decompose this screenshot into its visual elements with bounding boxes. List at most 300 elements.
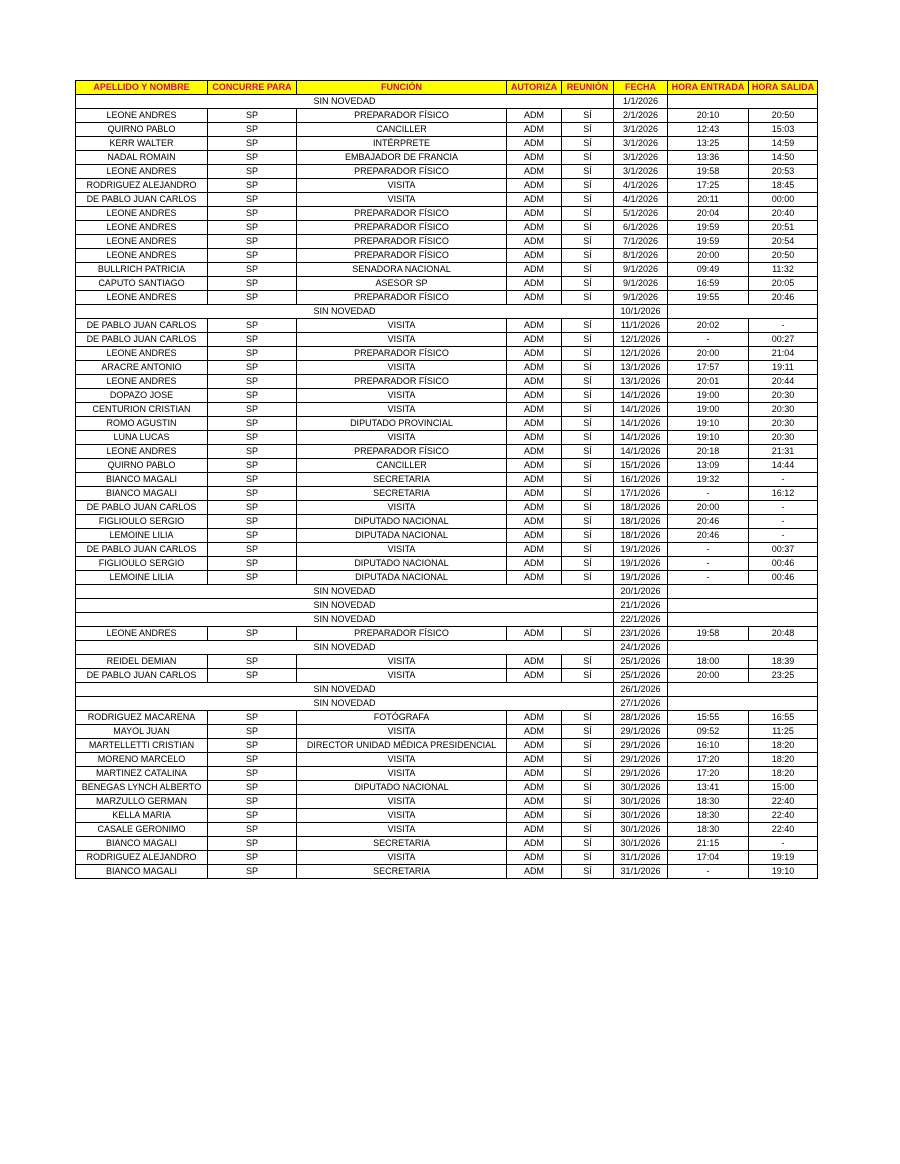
cell-hora-entrada: 13:41 <box>668 781 749 795</box>
cell-hora-entrada: 20:00 <box>668 501 749 515</box>
cell-apellido-y-nombre: MARZULLO GERMAN <box>76 795 208 809</box>
cell-sin-novedad: SIN NOVEDAD <box>76 599 614 613</box>
cell-reunion: SÍ <box>562 221 614 235</box>
table-row <box>76 389 818 403</box>
cell-fecha: 26/1/2026 <box>614 683 668 697</box>
cell-concurre-para: SP <box>208 137 297 151</box>
cell-hora-salida: 22:40 <box>749 809 818 823</box>
cell-fecha: 14/1/2026 <box>614 431 668 445</box>
cell-apellido-y-nombre: RODRIGUEZ MACARENA <box>76 711 208 725</box>
cell-funcion: PREPARADOR FÍSICO <box>297 165 507 179</box>
cell-hora-entrada: - <box>668 865 749 879</box>
cell-hora-salida: 20:48 <box>749 627 818 641</box>
cell-funcion: VISITA <box>297 361 507 375</box>
cell-empty <box>668 641 818 655</box>
cell-reunion: SÍ <box>562 375 614 389</box>
table-row <box>76 557 818 571</box>
cell-concurre-para: SP <box>208 487 297 501</box>
cell-funcion: DIPUTADA NACIONAL <box>297 529 507 543</box>
cell-concurre-para: SP <box>208 263 297 277</box>
cell-concurre-para: SP <box>208 823 297 837</box>
cell-hora-entrada: 16:10 <box>668 739 749 753</box>
cell-reunion: SÍ <box>562 207 614 221</box>
cell-concurre-para: SP <box>208 193 297 207</box>
cell-concurre-para: SP <box>208 459 297 473</box>
table-row <box>76 823 818 837</box>
cell-autoriza: ADM <box>507 445 562 459</box>
table-row <box>76 627 818 641</box>
cell-reunion: SÍ <box>562 277 614 291</box>
cell-sin-novedad: SIN NOVEDAD <box>76 697 614 711</box>
cell-fecha: 3/1/2026 <box>614 151 668 165</box>
table-row <box>76 375 818 389</box>
cell-apellido-y-nombre: CAPUTO SANTIAGO <box>76 277 208 291</box>
cell-fecha: 9/1/2026 <box>614 277 668 291</box>
cell-autoriza: ADM <box>507 375 562 389</box>
cell-funcion: VISITA <box>297 193 507 207</box>
cell-fecha: 30/1/2026 <box>614 781 668 795</box>
cell-autoriza: ADM <box>507 725 562 739</box>
cell-apellido-y-nombre: LEONE ANDRES <box>76 109 208 123</box>
table-row <box>76 543 818 557</box>
cell-concurre-para: SP <box>208 571 297 585</box>
cell-hora-salida: 15:03 <box>749 123 818 137</box>
cell-hora-salida: - <box>749 319 818 333</box>
table-row <box>76 655 818 669</box>
cell-fecha: 9/1/2026 <box>614 263 668 277</box>
cell-hora-salida: 20:50 <box>749 249 818 263</box>
cell-concurre-para: SP <box>208 333 297 347</box>
cell-funcion: VISITA <box>297 669 507 683</box>
cell-hora-salida: 20:50 <box>749 109 818 123</box>
cell-apellido-y-nombre: LUNA LUCAS <box>76 431 208 445</box>
cell-fecha: 30/1/2026 <box>614 795 668 809</box>
table-row <box>76 739 818 753</box>
table-row <box>76 725 818 739</box>
table-row-sin-novedad <box>76 683 818 697</box>
cell-apellido-y-nombre: DE PABLO JUAN CARLOS <box>76 333 208 347</box>
cell-reunion: SÍ <box>562 417 614 431</box>
cell-hora-entrada: 13:25 <box>668 137 749 151</box>
cell-reunion: SÍ <box>562 767 614 781</box>
table-row <box>76 193 818 207</box>
cell-hora-salida: - <box>749 501 818 515</box>
cell-funcion: SENADORA NACIONAL <box>297 263 507 277</box>
cell-funcion: VISITA <box>297 767 507 781</box>
cell-hora-entrada: 20:01 <box>668 375 749 389</box>
cell-empty <box>668 305 818 319</box>
cell-apellido-y-nombre: REIDEL DEMIAN <box>76 655 208 669</box>
cell-hora-entrada: 18:00 <box>668 655 749 669</box>
cell-hora-salida: 00:00 <box>749 193 818 207</box>
table-row <box>76 333 818 347</box>
cell-reunion: SÍ <box>562 809 614 823</box>
cell-hora-entrada: 13:09 <box>668 459 749 473</box>
cell-concurre-para: SP <box>208 851 297 865</box>
cell-fecha: 4/1/2026 <box>614 193 668 207</box>
cell-concurre-para: SP <box>208 445 297 459</box>
cell-concurre-para: SP <box>208 235 297 249</box>
cell-hora-salida: 00:37 <box>749 543 818 557</box>
table-row <box>76 781 818 795</box>
cell-reunion: SÍ <box>562 347 614 361</box>
cell-apellido-y-nombre: DOPAZO JOSE <box>76 389 208 403</box>
cell-hora-entrada: 19:32 <box>668 473 749 487</box>
cell-autoriza: ADM <box>507 165 562 179</box>
cell-autoriza: ADM <box>507 193 562 207</box>
table-row <box>76 221 818 235</box>
cell-hora-salida: - <box>749 515 818 529</box>
cell-autoriza: ADM <box>507 221 562 235</box>
cell-concurre-para: SP <box>208 179 297 193</box>
cell-apellido-y-nombre: LEONE ANDRES <box>76 445 208 459</box>
cell-hora-salida: 18:20 <box>749 767 818 781</box>
cell-funcion: VISITA <box>297 809 507 823</box>
cell-hora-entrada: 12:43 <box>668 123 749 137</box>
cell-fecha: 29/1/2026 <box>614 739 668 753</box>
cell-funcion: PREPARADOR FÍSICO <box>297 375 507 389</box>
cell-concurre-para: SP <box>208 501 297 515</box>
cell-hora-salida: 20:30 <box>749 403 818 417</box>
table-row <box>76 431 818 445</box>
cell-funcion: CANCILLER <box>297 459 507 473</box>
cell-reunion: SÍ <box>562 319 614 333</box>
table-row <box>76 501 818 515</box>
cell-autoriza: ADM <box>507 781 562 795</box>
cell-hora-entrada: 16:59 <box>668 277 749 291</box>
cell-concurre-para: SP <box>208 431 297 445</box>
cell-hora-entrada: 19:59 <box>668 235 749 249</box>
cell-reunion: SÍ <box>562 333 614 347</box>
cell-hora-entrada: 20:46 <box>668 529 749 543</box>
cell-apellido-y-nombre: CENTURION CRISTIAN <box>76 403 208 417</box>
cell-hora-entrada: 18:30 <box>668 795 749 809</box>
cell-autoriza: ADM <box>507 753 562 767</box>
cell-hora-salida: 20:46 <box>749 291 818 305</box>
cell-apellido-y-nombre: LEONE ANDRES <box>76 165 208 179</box>
cell-sin-novedad: SIN NOVEDAD <box>76 95 614 109</box>
cell-funcion: VISITA <box>297 333 507 347</box>
cell-hora-salida: 11:32 <box>749 263 818 277</box>
cell-funcion: SECRETARIA <box>297 865 507 879</box>
cell-reunion: SÍ <box>562 655 614 669</box>
cell-concurre-para: SP <box>208 669 297 683</box>
cell-autoriza: ADM <box>507 389 562 403</box>
cell-hora-entrada: 17:20 <box>668 753 749 767</box>
cell-reunion: SÍ <box>562 165 614 179</box>
cell-fecha: 6/1/2026 <box>614 221 668 235</box>
cell-autoriza: ADM <box>507 739 562 753</box>
header-autoriza: AUTORIZA <box>507 81 562 95</box>
cell-sin-novedad: SIN NOVEDAD <box>76 305 614 319</box>
cell-hora-entrada: 13:36 <box>668 151 749 165</box>
cell-fecha: 29/1/2026 <box>614 767 668 781</box>
cell-autoriza: ADM <box>507 179 562 193</box>
cell-concurre-para: SP <box>208 529 297 543</box>
cell-fecha: 31/1/2026 <box>614 865 668 879</box>
cell-apellido-y-nombre: MARTINEZ CATALINA <box>76 767 208 781</box>
cell-hora-entrada: 19:59 <box>668 221 749 235</box>
cell-funcion: VISITA <box>297 823 507 837</box>
cell-fecha: 19/1/2026 <box>614 557 668 571</box>
cell-apellido-y-nombre: FIGLIOULO SERGIO <box>76 557 208 571</box>
cell-hora-entrada: 19:00 <box>668 403 749 417</box>
cell-fecha: 30/1/2026 <box>614 823 668 837</box>
cell-autoriza: ADM <box>507 655 562 669</box>
cell-hora-salida: 00:46 <box>749 557 818 571</box>
cell-concurre-para: SP <box>208 277 297 291</box>
cell-hora-salida: 00:46 <box>749 571 818 585</box>
cell-apellido-y-nombre: KERR WALTER <box>76 137 208 151</box>
cell-hora-entrada: 19:10 <box>668 417 749 431</box>
cell-hora-salida: 20:30 <box>749 417 818 431</box>
cell-concurre-para: SP <box>208 655 297 669</box>
cell-autoriza: ADM <box>507 823 562 837</box>
cell-hora-entrada: 17:57 <box>668 361 749 375</box>
cell-funcion: PREPARADOR FÍSICO <box>297 109 507 123</box>
header-funcion: FUNCIÓN <box>297 81 507 95</box>
cell-concurre-para: SP <box>208 291 297 305</box>
cell-hora-entrada: - <box>668 487 749 501</box>
cell-fecha: 25/1/2026 <box>614 655 668 669</box>
table-row <box>76 459 818 473</box>
table-row <box>76 137 818 151</box>
table-row <box>76 809 818 823</box>
cell-hora-salida: 15:00 <box>749 781 818 795</box>
cell-hora-entrada: 18:30 <box>668 809 749 823</box>
cell-hora-entrada: - <box>668 557 749 571</box>
cell-autoriza: ADM <box>507 431 562 445</box>
table-row <box>76 571 818 585</box>
cell-hora-salida: 20:44 <box>749 375 818 389</box>
cell-hora-salida: 20:40 <box>749 207 818 221</box>
cell-hora-entrada: 15:55 <box>668 711 749 725</box>
cell-reunion: SÍ <box>562 193 614 207</box>
cell-autoriza: ADM <box>507 557 562 571</box>
cell-reunion: SÍ <box>562 361 614 375</box>
cell-hora-entrada: 09:49 <box>668 263 749 277</box>
cell-fecha: 11/1/2026 <box>614 319 668 333</box>
cell-autoriza: ADM <box>507 837 562 851</box>
cell-concurre-para: SP <box>208 781 297 795</box>
cell-funcion: EMBAJADOR DE FRANCIA <box>297 151 507 165</box>
cell-fecha: 29/1/2026 <box>614 725 668 739</box>
cell-fecha: 12/1/2026 <box>614 333 668 347</box>
cell-reunion: SÍ <box>562 851 614 865</box>
cell-hora-entrada: 19:10 <box>668 431 749 445</box>
cell-fecha: 13/1/2026 <box>614 375 668 389</box>
cell-funcion: SECRETARIA <box>297 487 507 501</box>
cell-reunion: SÍ <box>562 837 614 851</box>
cell-apellido-y-nombre: LEONE ANDRES <box>76 249 208 263</box>
cell-reunion: SÍ <box>562 501 614 515</box>
cell-funcion: VISITA <box>297 543 507 557</box>
cell-hora-salida: 14:44 <box>749 459 818 473</box>
cell-hora-entrada: 20:00 <box>668 249 749 263</box>
cell-concurre-para: SP <box>208 109 297 123</box>
cell-concurre-para: SP <box>208 795 297 809</box>
cell-apellido-y-nombre: LEMOINE LILIA <box>76 571 208 585</box>
cell-autoriza: ADM <box>507 403 562 417</box>
cell-hora-entrada: 17:25 <box>668 179 749 193</box>
cell-autoriza: ADM <box>507 515 562 529</box>
cell-hora-salida: 20:51 <box>749 221 818 235</box>
cell-funcion: DIPUTADO NACIONAL <box>297 515 507 529</box>
cell-autoriza: ADM <box>507 263 562 277</box>
cell-concurre-para: SP <box>208 515 297 529</box>
cell-hora-salida: 18:20 <box>749 753 818 767</box>
cell-fecha: 18/1/2026 <box>614 501 668 515</box>
cell-concurre-para: SP <box>208 865 297 879</box>
cell-apellido-y-nombre: BULLRICH PATRICIA <box>76 263 208 277</box>
cell-sin-novedad: SIN NOVEDAD <box>76 641 614 655</box>
cell-apellido-y-nombre: KELLA MARIA <box>76 809 208 823</box>
cell-hora-salida: 20:05 <box>749 277 818 291</box>
table-row <box>76 515 818 529</box>
cell-concurre-para: SP <box>208 221 297 235</box>
cell-funcion: PREPARADOR FÍSICO <box>297 291 507 305</box>
cell-funcion: DIPUTADO NACIONAL <box>297 781 507 795</box>
cell-concurre-para: SP <box>208 165 297 179</box>
table-row <box>76 151 818 165</box>
cell-funcion: VISITA <box>297 501 507 515</box>
table-row <box>76 109 818 123</box>
cell-hora-salida: 19:10 <box>749 865 818 879</box>
cell-hora-entrada: 20:04 <box>668 207 749 221</box>
cell-autoriza: ADM <box>507 137 562 151</box>
cell-concurre-para: SP <box>208 123 297 137</box>
cell-fecha: 5/1/2026 <box>614 207 668 221</box>
cell-funcion: DIPUTADA NACIONAL <box>297 571 507 585</box>
cell-hora-salida: 20:30 <box>749 431 818 445</box>
cell-hora-salida: - <box>749 473 818 487</box>
cell-fecha: 10/1/2026 <box>614 305 668 319</box>
cell-concurre-para: SP <box>208 417 297 431</box>
cell-reunion: SÍ <box>562 263 614 277</box>
cell-hora-entrada: 20:10 <box>668 109 749 123</box>
cell-sin-novedad: SIN NOVEDAD <box>76 613 614 627</box>
cell-reunion: SÍ <box>562 557 614 571</box>
cell-reunion: SÍ <box>562 123 614 137</box>
table-row <box>76 487 818 501</box>
cell-hora-salida: 14:59 <box>749 137 818 151</box>
cell-concurre-para: SP <box>208 809 297 823</box>
table-row <box>76 361 818 375</box>
table-row <box>76 473 818 487</box>
cell-hora-salida: 23:25 <box>749 669 818 683</box>
table-row-sin-novedad <box>76 95 818 109</box>
cell-reunion: SÍ <box>562 235 614 249</box>
cell-autoriza: ADM <box>507 277 562 291</box>
cell-autoriza: ADM <box>507 809 562 823</box>
header-reunion: REUNIÓN <box>562 81 614 95</box>
cell-hora-salida: 20:54 <box>749 235 818 249</box>
cell-reunion: SÍ <box>562 669 614 683</box>
cell-funcion: INTÉRPRETE <box>297 137 507 151</box>
cell-fecha: 12/1/2026 <box>614 347 668 361</box>
cell-fecha: 1/1/2026 <box>614 95 668 109</box>
cell-hora-salida: 11:25 <box>749 725 818 739</box>
cell-hora-entrada: 17:04 <box>668 851 749 865</box>
cell-apellido-y-nombre: DE PABLO JUAN CARLOS <box>76 319 208 333</box>
cell-fecha: 24/1/2026 <box>614 641 668 655</box>
cell-apellido-y-nombre: BIANCO MAGALI <box>76 487 208 501</box>
cell-funcion: VISITA <box>297 795 507 809</box>
cell-apellido-y-nombre: BIANCO MAGALI <box>76 837 208 851</box>
cell-funcion: VISITA <box>297 753 507 767</box>
table-row <box>76 529 818 543</box>
table-row <box>76 417 818 431</box>
cell-autoriza: ADM <box>507 571 562 585</box>
table-row-sin-novedad <box>76 613 818 627</box>
cell-apellido-y-nombre: CASALE GERONIMO <box>76 823 208 837</box>
cell-fecha: 3/1/2026 <box>614 165 668 179</box>
cell-fecha: 13/1/2026 <box>614 361 668 375</box>
cell-reunion: SÍ <box>562 529 614 543</box>
cell-funcion: SECRETARIA <box>297 837 507 851</box>
table-row <box>76 445 818 459</box>
cell-hora-salida: 18:39 <box>749 655 818 669</box>
table-row <box>76 291 818 305</box>
cell-hora-entrada: 19:58 <box>668 627 749 641</box>
visitor-log-table <box>75 80 818 879</box>
cell-reunion: SÍ <box>562 389 614 403</box>
cell-fecha: 2/1/2026 <box>614 109 668 123</box>
cell-reunion: SÍ <box>562 403 614 417</box>
cell-empty <box>668 613 818 627</box>
cell-funcion: VISITA <box>297 431 507 445</box>
cell-fecha: 19/1/2026 <box>614 543 668 557</box>
table-row <box>76 165 818 179</box>
cell-funcion: VISITA <box>297 179 507 193</box>
cell-hora-entrada: - <box>668 543 749 557</box>
table-row-sin-novedad <box>76 599 818 613</box>
cell-concurre-para: SP <box>208 725 297 739</box>
cell-hora-salida: 21:04 <box>749 347 818 361</box>
table-row <box>76 123 818 137</box>
cell-fecha: 14/1/2026 <box>614 389 668 403</box>
cell-reunion: SÍ <box>562 473 614 487</box>
cell-fecha: 30/1/2026 <box>614 809 668 823</box>
cell-concurre-para: SP <box>208 557 297 571</box>
table-row <box>76 207 818 221</box>
cell-hora-salida: 20:30 <box>749 389 818 403</box>
cell-funcion: ASESOR SP <box>297 277 507 291</box>
cell-funcion: VISITA <box>297 389 507 403</box>
table-row <box>76 277 818 291</box>
cell-autoriza: ADM <box>507 669 562 683</box>
cell-fecha: 28/1/2026 <box>614 711 668 725</box>
cell-autoriza: ADM <box>507 249 562 263</box>
cell-autoriza: ADM <box>507 361 562 375</box>
table-row <box>76 865 818 879</box>
cell-hora-salida: 21:31 <box>749 445 818 459</box>
table-row <box>76 235 818 249</box>
cell-hora-entrada: 20:02 <box>668 319 749 333</box>
cell-reunion: SÍ <box>562 795 614 809</box>
cell-reunion: SÍ <box>562 543 614 557</box>
cell-autoriza: ADM <box>507 767 562 781</box>
cell-fecha: 31/1/2026 <box>614 851 668 865</box>
cell-hora-salida: 16:55 <box>749 711 818 725</box>
cell-hora-entrada: 19:55 <box>668 291 749 305</box>
cell-hora-entrada: 20:46 <box>668 515 749 529</box>
cell-autoriza: ADM <box>507 319 562 333</box>
cell-hora-entrada: 20:00 <box>668 669 749 683</box>
cell-funcion: PREPARADOR FÍSICO <box>297 249 507 263</box>
cell-apellido-y-nombre: LEONE ANDRES <box>76 235 208 249</box>
cell-empty <box>668 585 818 599</box>
